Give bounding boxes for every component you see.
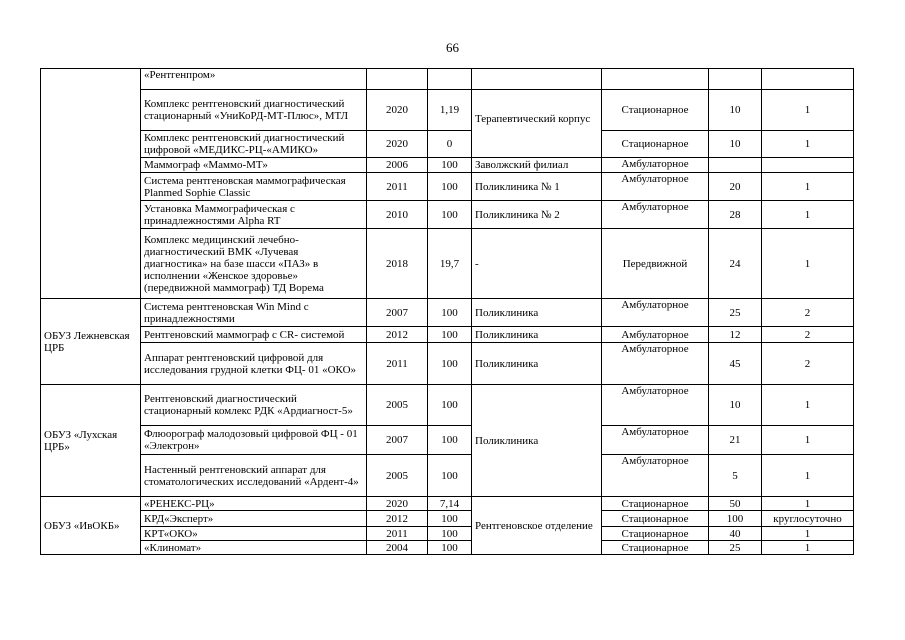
year-cell: 2020 <box>367 497 428 511</box>
equipment-name: Установка Маммографическая с принадлежностями Alpha RT <box>141 201 367 229</box>
equipment-name: КРТ«ОКО» <box>141 527 367 541</box>
year-cell: 2005 <box>367 385 428 426</box>
equipment-name: Рентгеновский диагностический стационарный комлекс РДК «Ардиагност-5» <box>141 385 367 426</box>
table-row <box>41 327 854 343</box>
wear-cell: 100 <box>428 173 472 201</box>
page-number: 66 <box>446 40 459 55</box>
mode-cell: Амбулаторное <box>602 158 709 173</box>
equipment-name: «Клиномат» <box>141 541 367 555</box>
year-cell: 2011 <box>367 343 428 385</box>
load-cell: 24 <box>709 229 762 299</box>
place-cell: Поликлиника № 1 <box>472 173 602 201</box>
table-row <box>41 229 854 299</box>
wear-cell: 100 <box>428 299 472 327</box>
year-cell: 2010 <box>367 201 428 229</box>
load-cell: 50 <box>709 497 762 511</box>
shifts-cell: 1 <box>762 426 854 455</box>
mode-cell: Амбулаторное <box>602 426 709 455</box>
equipment-name: Комплекс медицинский лечебно-диагностический ВМК «Лучевая диагностика» на базе шасси «ПАЗ» в исполнении «Женское здоровье» (передвижной маммограф) ТД Ворема <box>141 229 367 299</box>
shifts-cell: 1 <box>762 455 854 497</box>
org-cell: ОБУЗ «Лухская ЦРБ» <box>41 385 141 497</box>
mode-cell: Стационарное <box>602 90 709 131</box>
equipment-name: Комплекс рентгеновский диагностический стационарный «УниКоРД-МТ-Плюс», МТЛ <box>141 90 367 131</box>
shifts-cell: 1 <box>762 90 854 131</box>
table-row <box>41 173 854 201</box>
shifts-cell: 1 <box>762 229 854 299</box>
mode-cell: Стационарное <box>602 527 709 541</box>
place-cell <box>472 69 602 90</box>
wear-cell: 100 <box>428 455 472 497</box>
equipment-name: Рентгеновский маммограф с CR- системой <box>141 327 367 343</box>
org-cell: ОБУЗ Лежневская ЦРБ <box>41 299 141 385</box>
table-row <box>41 69 854 90</box>
equipment-name: Флюорограф малодозовый цифровой ФЦ - 01 «Электрон» <box>141 426 367 455</box>
load-cell: 40 <box>709 527 762 541</box>
year-cell: 2011 <box>367 173 428 201</box>
table-row <box>41 299 854 327</box>
mode-cell: Стационарное <box>602 131 709 158</box>
mode-cell: Амбулаторное <box>602 299 709 327</box>
equipment-name: «Рентгенпром» <box>141 69 367 90</box>
shifts-cell: 1 <box>762 173 854 201</box>
load-cell <box>709 158 762 173</box>
equipment-name: «РЕНЕКС-РЦ» <box>141 497 367 511</box>
year-cell: 2007 <box>367 426 428 455</box>
shifts-cell: 2 <box>762 327 854 343</box>
mode-cell: Стационарное <box>602 541 709 555</box>
shifts-cell: 1 <box>762 385 854 426</box>
wear-cell: 100 <box>428 327 472 343</box>
load-cell: 45 <box>709 343 762 385</box>
shifts-cell: 2 <box>762 343 854 385</box>
year-cell: 2004 <box>367 541 428 555</box>
year-cell: 2020 <box>367 131 428 158</box>
place-text: Терапевтический корпус <box>475 112 591 125</box>
load-cell: 10 <box>709 131 762 158</box>
shifts-cell: круглосуточно <box>762 511 854 527</box>
wear-cell: 1,19 <box>428 90 472 131</box>
shifts-cell: 1 <box>762 201 854 229</box>
mode-cell: Стационарное <box>602 497 709 511</box>
equipment-name: Настенный рентгеновский аппарат для стоматологических исследований «Ардент-4» <box>141 455 367 497</box>
mode-cell: Амбулаторное <box>602 327 709 343</box>
shifts-cell: 1 <box>762 131 854 158</box>
load-cell: 21 <box>709 426 762 455</box>
mode-cell: Передвижной <box>602 229 709 299</box>
table-row <box>41 131 854 158</box>
shifts-cell: 1 <box>762 541 854 555</box>
table-row <box>41 527 854 541</box>
wear-cell: 100 <box>428 541 472 555</box>
mode-cell: Амбулаторное <box>602 455 709 497</box>
mode-cell: Амбулаторное <box>602 173 709 201</box>
wear-cell <box>428 69 472 90</box>
load-cell <box>709 69 762 90</box>
equipment-name: КРД«Эксперт» <box>141 511 367 527</box>
place-cell: Поликлиника <box>472 343 602 385</box>
table-row <box>41 90 854 131</box>
wear-cell: 0 <box>428 131 472 158</box>
load-cell: 25 <box>709 299 762 327</box>
load-cell: 10 <box>709 385 762 426</box>
year-cell: 2006 <box>367 158 428 173</box>
table-row <box>41 385 854 426</box>
year-cell: 2011 <box>367 527 428 541</box>
mode-cell: Амбулаторное <box>602 343 709 385</box>
place-cell <box>472 90 602 158</box>
table-row <box>41 426 854 455</box>
org-cell <box>41 69 141 299</box>
wear-cell: 19,7 <box>428 229 472 299</box>
wear-cell: 100 <box>428 527 472 541</box>
wear-cell: 100 <box>428 343 472 385</box>
load-cell: 5 <box>709 455 762 497</box>
year-cell: 2020 <box>367 90 428 131</box>
equipment-name: Комплекс рентгеновский диагностический цифровой «МЕДИКС-РЦ-«АМИКО» <box>141 131 367 158</box>
place-cell: Заволжский филиал <box>472 158 602 173</box>
place-cell: Рентгеновское отделение <box>472 497 602 555</box>
equipment-name: Аппарат рентгеновский цифровой для исследования грудной клетки ФЦ- 01 «ОКО» <box>141 343 367 385</box>
load-cell: 100 <box>709 511 762 527</box>
place-cell: Поликлиника <box>472 327 602 343</box>
shifts-cell: 2 <box>762 299 854 327</box>
year-cell: 2012 <box>367 327 428 343</box>
place-cell: Поликлиника <box>472 299 602 327</box>
shifts-cell: 1 <box>762 527 854 541</box>
table-row <box>41 201 854 229</box>
shifts-cell <box>762 69 854 90</box>
wear-cell: 100 <box>428 201 472 229</box>
table-row <box>41 541 854 555</box>
mode-cell: Стационарное <box>602 511 709 527</box>
org-cell: ОБУЗ «ИвОКБ» <box>41 497 141 555</box>
wear-cell: 100 <box>428 158 472 173</box>
year-cell: 2007 <box>367 299 428 327</box>
load-cell: 12 <box>709 327 762 343</box>
mode-cell: Амбулаторное <box>602 201 709 229</box>
place-cell: Поликлиника № 2 <box>472 201 602 229</box>
mode-cell: Амбулаторное <box>602 385 709 426</box>
year-cell: 2018 <box>367 229 428 299</box>
mode-cell <box>602 69 709 90</box>
year-cell: 2012 <box>367 511 428 527</box>
wear-cell: 100 <box>428 426 472 455</box>
place-cell: - <box>472 229 602 299</box>
table-row <box>41 343 854 385</box>
load-cell: 28 <box>709 201 762 229</box>
table-row <box>41 455 854 497</box>
table-row <box>41 158 854 173</box>
load-cell: 10 <box>709 90 762 131</box>
equipment-name: Маммограф «Маммо-МТ» <box>141 158 367 173</box>
shifts-cell: 1 <box>762 497 854 511</box>
table-row <box>41 511 854 527</box>
wear-cell: 100 <box>428 511 472 527</box>
year-cell <box>367 69 428 90</box>
equipment-name: Система рентгеновская маммографическая Planmed Sophie Classic <box>141 173 367 201</box>
wear-cell: 100 <box>428 385 472 426</box>
wear-cell: 7,14 <box>428 497 472 511</box>
load-cell: 25 <box>709 541 762 555</box>
shifts-cell <box>762 158 854 173</box>
place-cell: Поликлиника <box>472 385 602 497</box>
table-row <box>41 497 854 511</box>
load-cell: 20 <box>709 173 762 201</box>
year-cell: 2005 <box>367 455 428 497</box>
equipment-table <box>40 68 854 555</box>
equipment-name: Система рентгеновская Win Mind с принадлежностями <box>141 299 367 327</box>
